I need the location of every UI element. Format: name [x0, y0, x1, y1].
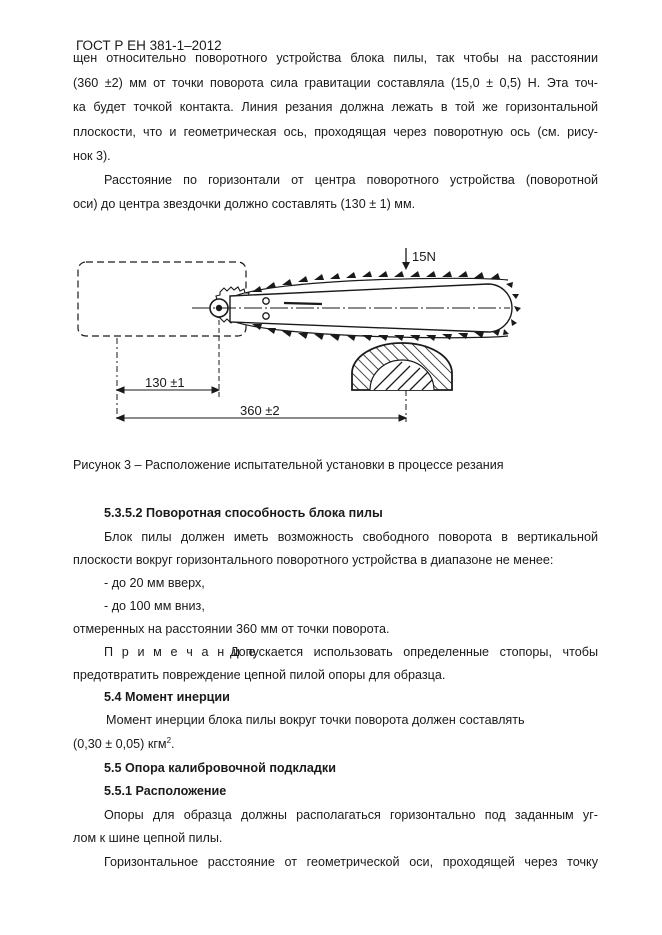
text-line: лом к шине цепной пилы. — [73, 831, 223, 845]
figure-caption: Рисунок 3 – Расположение испытательной установки в процессе резания — [73, 458, 504, 472]
text-line: Блок пилы должен иметь возможность свободного поворота в вертикальной — [104, 530, 598, 544]
text-line: Допускается использовать определенные стопоры, чтобы — [230, 645, 598, 659]
text-line: предотвратить повреждение цепной пилой опоры для образца. — [73, 668, 446, 682]
heading-5-4: 5.4 Момент инерции — [104, 690, 230, 704]
heading-5-3-5-2: 5.3.5.2 Поворотная способность блока пилы — [104, 506, 383, 520]
dimension-130-label: 130 ±1 — [145, 375, 185, 390]
inertia-exponent: 2 — [166, 736, 172, 745]
inertia-value — [73, 737, 175, 751]
inertia-period: . — [171, 737, 175, 751]
text-line: щен относительно поворотного устройства блока пилы, так чтобы на расстоянии — [73, 51, 598, 65]
test-setup-figure — [70, 240, 600, 440]
text-line: нок 3). — [73, 149, 111, 163]
inertia-value-text: (0,30 ± 0,05) кгм — [73, 737, 167, 751]
text-line: плоскости, что и геометрическая ось, проходящая через поворотную ось (см. рису- — [73, 125, 598, 139]
dimension-360-label: 360 ±2 — [240, 403, 280, 418]
note-label: П р и м е ч а н и е — [104, 645, 259, 659]
force-label: 15N — [412, 249, 436, 264]
text-line: Опоры для образца должны располагаться горизонтально под заданным уг- — [104, 808, 598, 822]
text-line: Момент инерции блока пилы вокруг точки поворота должен составлять — [106, 713, 525, 727]
text-line: (360 ±2) мм от точки поворота сила гравитации составляла (15,0 ± 0,5) Н. Эта точ- — [73, 76, 598, 90]
heading-5-5: 5.5 Опора калибровочной подкладки — [104, 761, 336, 775]
text-line: Расстояние по горизонтали от центра поворотного устройства (поворотной — [104, 173, 598, 187]
text-line: плоскости вокруг горизонтального поворотного устройства в диапазоне не менее: — [73, 553, 554, 567]
text-line: оси) до центра звездочки должно составлять (130 ± 1) мм. — [73, 197, 416, 211]
list-item: - до 20 мм вверх, — [104, 576, 205, 590]
heading-5-5-1: 5.5.1 Расположение — [104, 784, 227, 798]
text-line: Горизонтальное расстояние от геометрической оси, проходящей через точку — [104, 855, 598, 869]
text-line: ка будет точкой контакта. Линия резания должна лежать в той же горизонтальной — [73, 100, 598, 114]
force-arrow — [402, 248, 410, 270]
page-header-standard: ГОСТ Р ЕН 381-1–2012 — [76, 38, 222, 53]
list-item: - до 100 мм вниз, — [104, 599, 205, 613]
wood-specimen — [352, 338, 452, 392]
text-line: отмеренных на расстоянии 360 мм от точки поворота. — [73, 622, 390, 636]
